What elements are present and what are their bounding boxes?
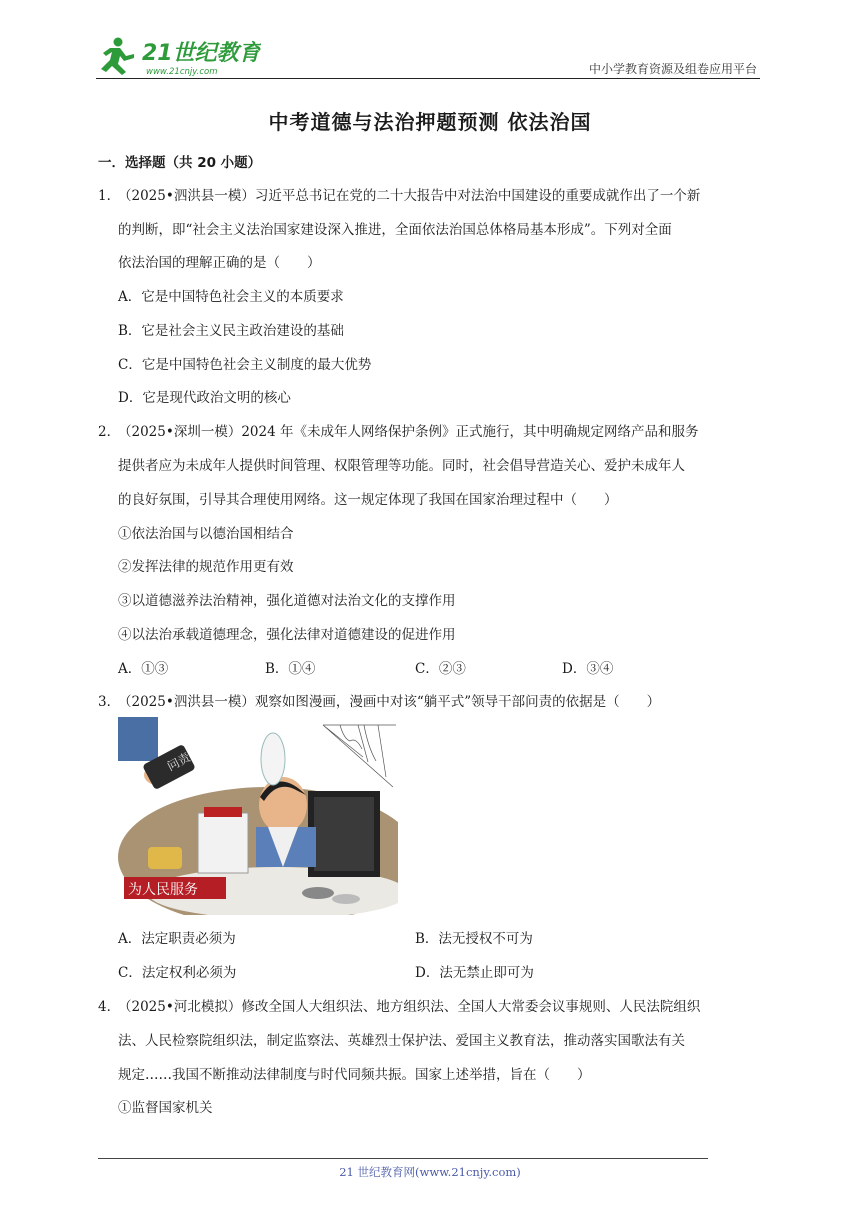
phone-icon bbox=[148, 847, 182, 869]
page-title: 中考道德与法治押题预测 依法治国 bbox=[268, 110, 592, 134]
q2-stem-line: 的良好氛围，引导其合理使用网络。这一规定体现了我国在国家治理过程中（ ） bbox=[118, 492, 618, 508]
q2-stem-line: 提供者应为未成年人提供时间管理、权限管理等功能。同时，社会倡导营造关心、爱护未成年人 bbox=[118, 458, 685, 474]
svg-text:www.21cnjy.com: www.21cnjy.com bbox=[146, 67, 218, 77]
q2-option-d: D．③④ bbox=[562, 661, 614, 677]
q4-statement-1: ①监督国家机关 bbox=[118, 1100, 213, 1116]
accountability-cartoon bbox=[118, 717, 398, 915]
platform-label: 中小学教育资源及组卷应用平台 bbox=[588, 62, 757, 76]
q3-option-b: B．法无授权不可为 bbox=[415, 931, 533, 947]
q3-option-a: A．法定职责必须为 bbox=[118, 931, 236, 947]
runner-icon bbox=[101, 38, 134, 76]
q3-number: 3． bbox=[98, 694, 121, 710]
header-divider bbox=[96, 78, 760, 79]
q2-number: 2． bbox=[98, 424, 121, 440]
q1-option-d: D．它是现代政治文明的核心 bbox=[118, 390, 291, 406]
q3-option-c: C．法定权利必须为 bbox=[118, 965, 237, 981]
q4-stem-line: 规定……我国不断推动法律制度与时代同频共振。国家上述举措，旨在（ ） bbox=[118, 1067, 591, 1083]
q1-option-a: A．它是中国特色社会主义的本质要求 bbox=[118, 289, 344, 305]
footer-link[interactable]: 21 世纪教育网(www.21cnjy.com) bbox=[339, 1165, 521, 1179]
q2-stem-line: （2025•深圳一模）2024 年《未成年人网络保护条例》正式施行，其中明确规定网络产品和服务 bbox=[118, 424, 699, 440]
q3-option-d: D．法无禁止即可为 bbox=[415, 965, 534, 981]
section-heading: 一．选择题（共 20 小题） bbox=[98, 155, 262, 171]
footer-divider bbox=[98, 1158, 708, 1159]
q4-stem-line: 法、人民检察院组织法，制定监察法、英雄烈士保护法、爱国主义教育法，推动落实国歌法有关 bbox=[118, 1033, 685, 1049]
q1-option-b: B．它是社会主义民主政治建设的基础 bbox=[118, 323, 344, 339]
q1-stem-line: 依法治国的理解正确的是（ ） bbox=[118, 255, 321, 271]
q2-statement-3: ③以道德滋养法治精神，强化道德对法治文化的支撑作用 bbox=[118, 593, 456, 609]
site-logo bbox=[96, 34, 261, 78]
q2-option-b: B．①④ bbox=[265, 661, 316, 677]
q2-statement-2: ②发挥法律的规范作用更有效 bbox=[118, 559, 294, 575]
svg-text:问责: 问责 bbox=[164, 750, 193, 774]
svg-text:21世纪教育: 21世纪教育 bbox=[142, 41, 261, 66]
q1-number: 1． bbox=[98, 188, 121, 204]
paper-stack-icon bbox=[198, 813, 248, 873]
q1-stem-line: 的判断，即“社会主义法治国家建设深入推进，全面依法治国总体格局基本形成”。下列对全面 bbox=[118, 222, 672, 238]
q1-stem-line: （2025•泗洪县一模）习近平总书记在党的二十大报告中对法治中国建设的重要成就作出了一个新 bbox=[118, 188, 701, 204]
q2-option-a: A．①③ bbox=[118, 661, 169, 677]
q2-option-c: C．②③ bbox=[415, 661, 466, 677]
svg-text:为人民服务: 为人民服务 bbox=[128, 882, 198, 898]
q4-stem-line: （2025•河北模拟）修改全国人大组织法、地方组织法、全国人大常委会议事规则、人民法院组织 bbox=[118, 999, 701, 1015]
q3-stem: （2025•泗洪县一模）观察如图漫画，漫画中对该“躺平式”领导干部问责的依据是（ ） bbox=[118, 694, 661, 710]
q2-statement-1: ①依法治国与以德治国相结合 bbox=[118, 526, 294, 542]
q4-number: 4． bbox=[98, 999, 121, 1015]
slipper-icon bbox=[302, 887, 334, 899]
q2-statement-4: ④以法治承载道德理念，强化法律对道德建设的促进作用 bbox=[118, 627, 456, 643]
q1-option-c: C．它是中国特色社会主义制度的最大优势 bbox=[118, 357, 372, 373]
